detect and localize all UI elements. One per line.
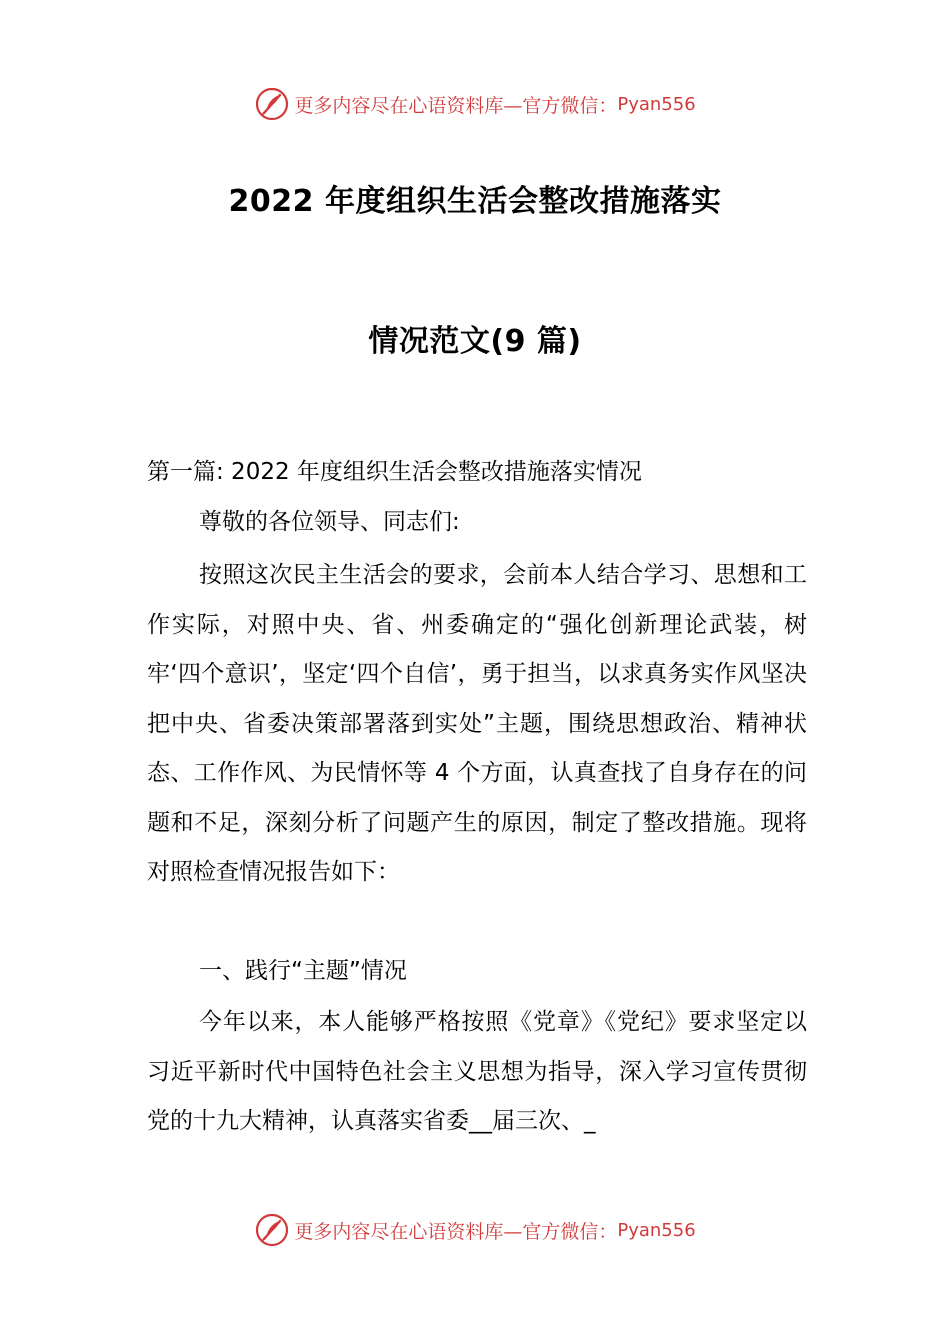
quill-logo-icon — [254, 1212, 290, 1248]
section-heading: 第一篇: 2022 年度组织生活会整改措施落实情况 — [147, 459, 642, 485]
watermark-header — [0, 82, 950, 126]
quill-logo-icon — [254, 86, 290, 122]
watermark-wechat-id: Pyan556 — [617, 1219, 696, 1241]
watermark-footer — [0, 1208, 950, 1252]
body-paragraph-2: 今年以来，本人能够严格按照《党章》《党纪》要求坚定以习近平新时代中国特色社会主义思想为指导，深入学习宣传贯彻党的十九大精神，认真落实省委__届三次、_ — [147, 1009, 807, 1134]
subheading-1: 一、践行“主题”情况 — [199, 958, 407, 984]
watermark-text: 更多内容尽在心语资料库—官方微信： — [294, 94, 618, 117]
document-title-line1: 2022 年度组织生活会整改措施落实 — [228, 184, 722, 219]
body-paragraph-1: 按照这次民主生活会的要求，会前本人结合学习、思想和工作实际，对照中央、省、州委确定的“强化创新理论武装，树牢‘四个意识’，坚定‘四个自信’，勇于担当，以求真务实作风坚决把中央、省委决策部署落到实处”主题，围绕思想政治、精神状态、工作作风、为民情怀等 4 个方面，认真查找了自身存在的问题和不足，深刻分析了问题产生的原因，制定了整改措施。现将对照检查情况报告如下： — [147, 562, 807, 885]
watermark-wechat-id: Pyan556 — [617, 93, 696, 115]
salutation: 尊敬的各位领导、同志们: — [199, 509, 460, 535]
document-title-line2: 情况范文(9 篇) — [368, 324, 582, 359]
watermark-text: 更多内容尽在心语资料库—官方微信： — [294, 1220, 618, 1243]
